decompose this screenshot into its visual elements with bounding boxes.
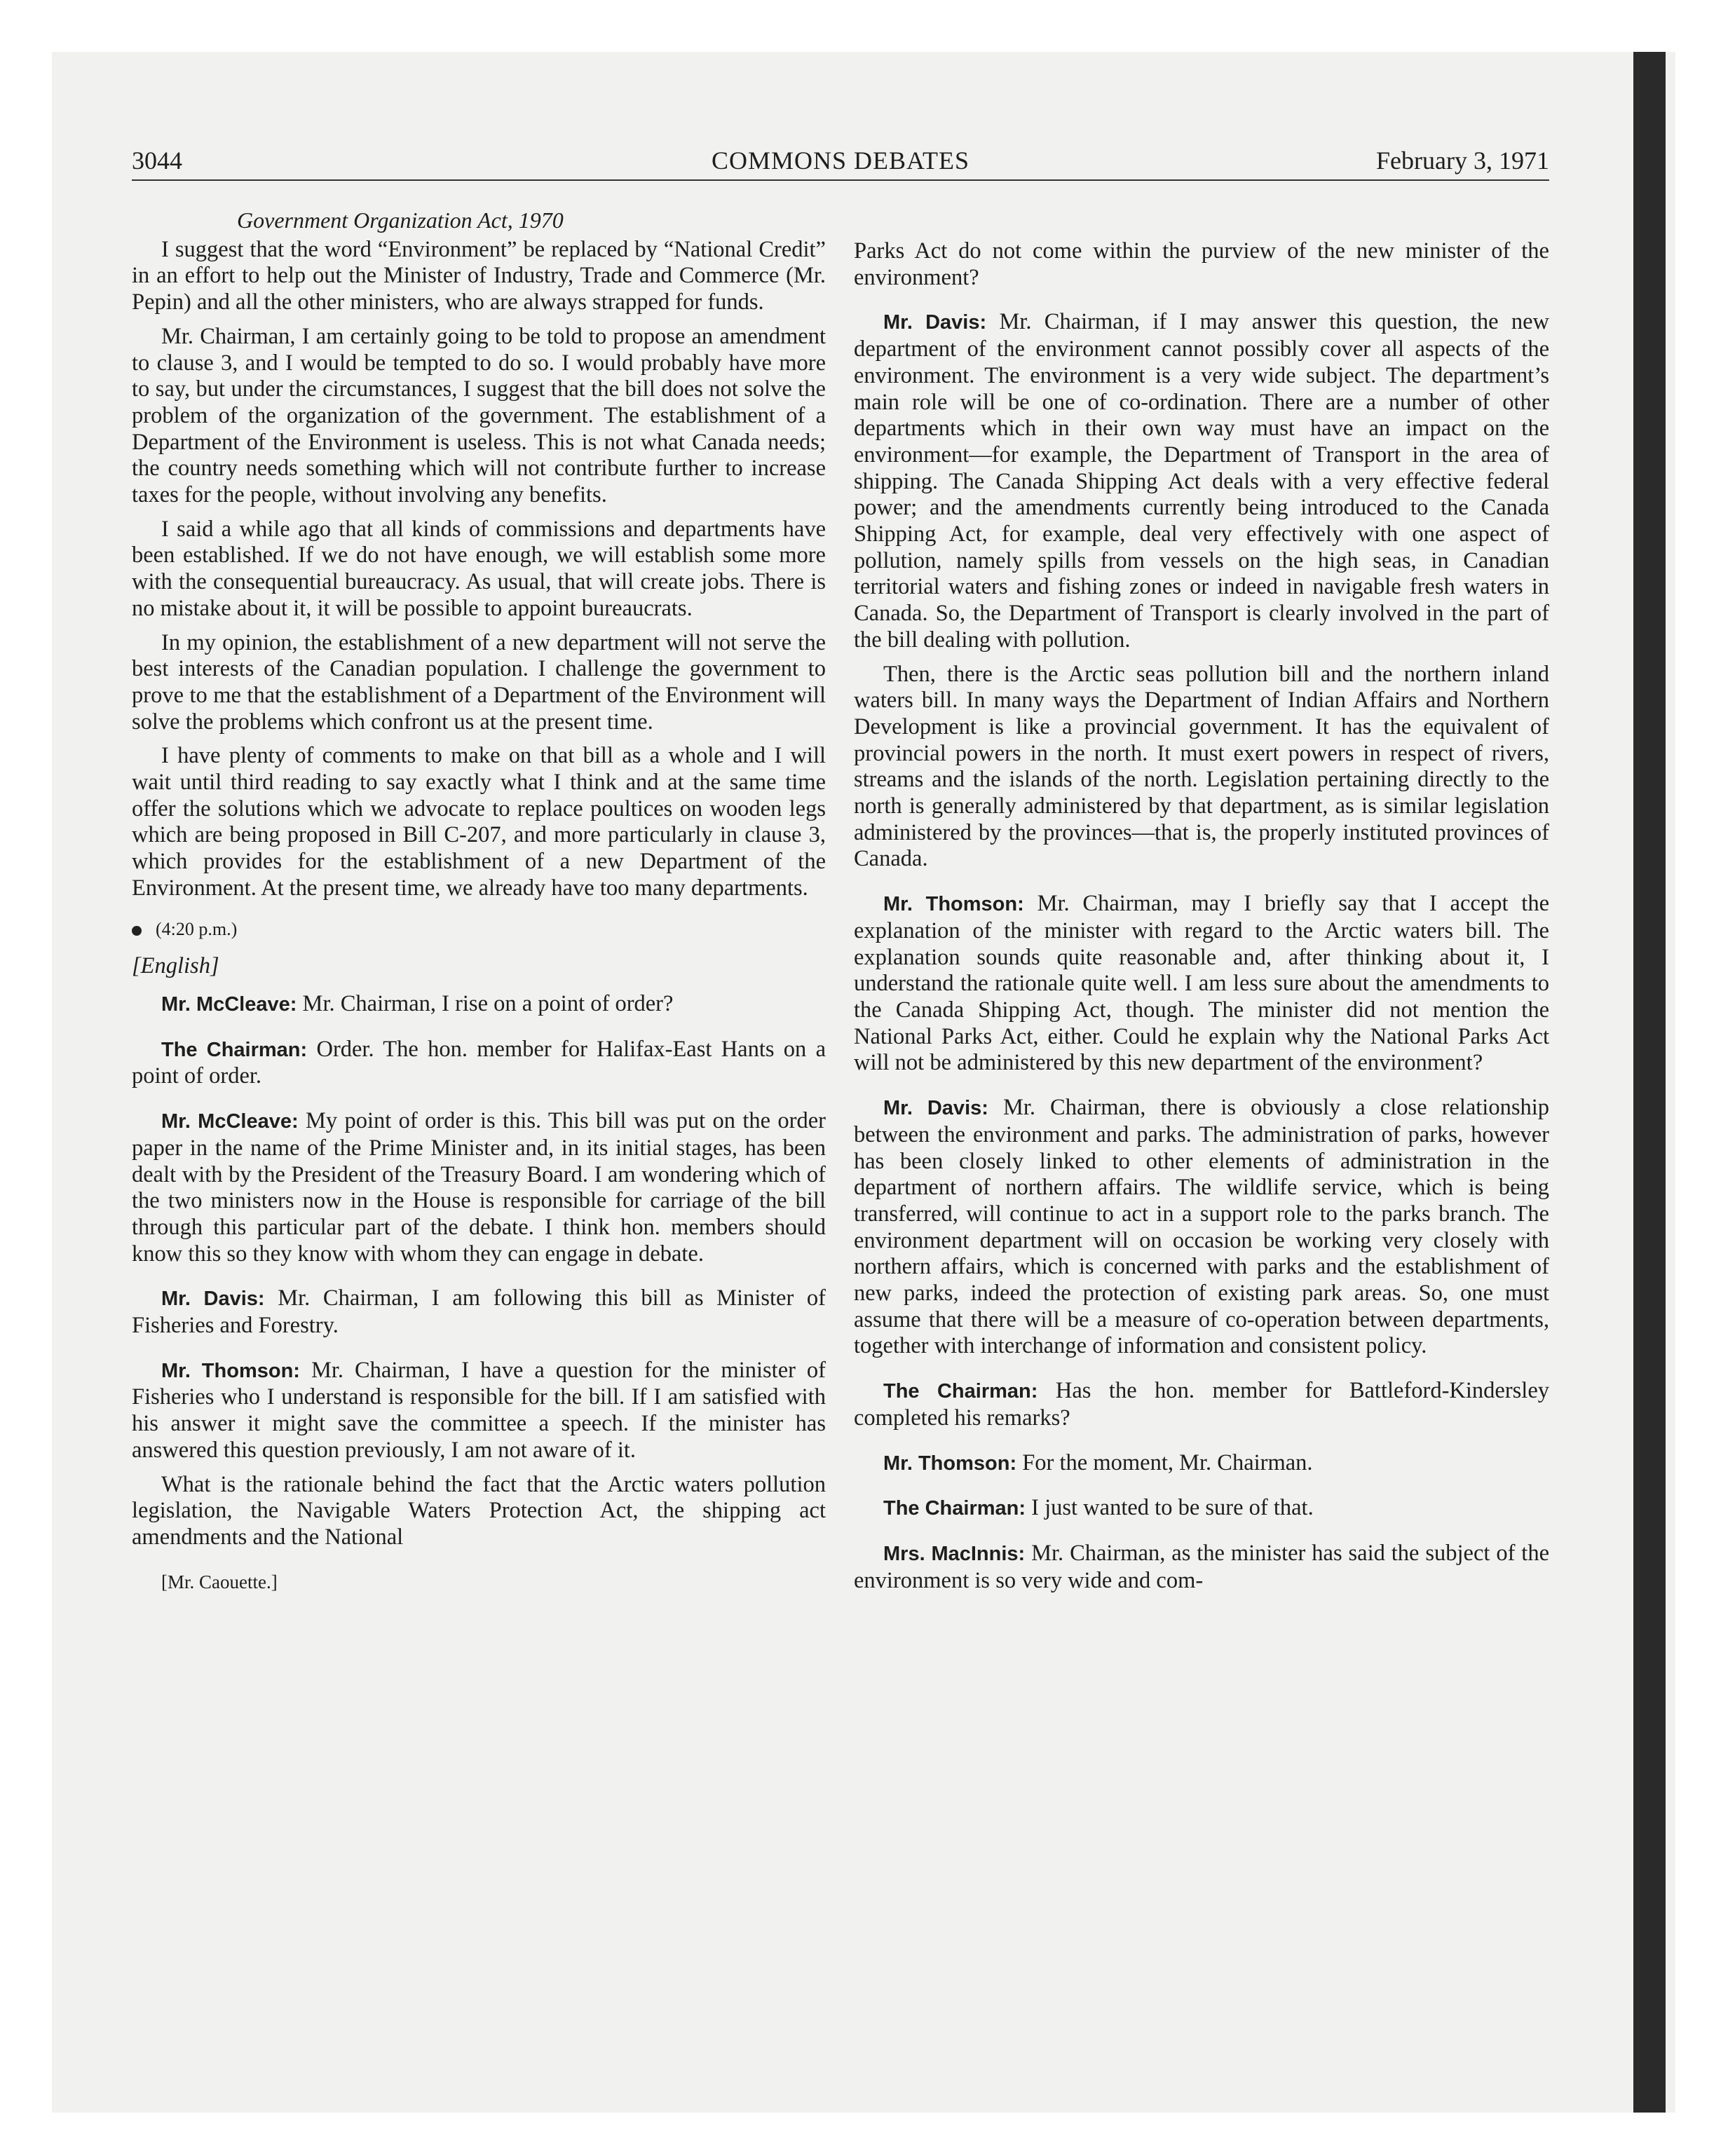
- speaker-name: Mrs. MacInnis:: [883, 1542, 1026, 1565]
- speech: [132, 1037, 826, 1090]
- speech-text: Mr. Chairman, as the minister has said the subject of the environment is so very wide and com-: [854, 1540, 1550, 1593]
- speech: [854, 891, 1549, 1077]
- left-column: [132, 207, 826, 1603]
- speaker-name: Mr. McCleave:: [161, 1110, 299, 1133]
- speaker-name: Mr. Thomson:: [161, 1359, 300, 1382]
- paragraph: I have plenty of comments to make on that bill as a whole and I will wait until third reading to say exactly what I think and at the same time offer the solutions which we advocate to replace poultices on wooden legs which are being proposed in Bill C-207, and more particularly in clause 3, which provides for the establishment of a new Department of the Environment. At the present time, we already have too many departments.: [132, 743, 826, 901]
- page-date: February 3, 1971: [1376, 146, 1549, 175]
- speech-text: Mr. Chairman, I rise on a point of order?: [302, 990, 674, 1016]
- speaker-name: The Chairman:: [161, 1038, 308, 1061]
- speech: [854, 1378, 1549, 1431]
- speech-text: I just wanted to be sure of that.: [1031, 1495, 1314, 1521]
- speech: [854, 1495, 1549, 1522]
- speaker-name: The Chairman:: [883, 1380, 1038, 1403]
- speech-text: Order. The hon. member for Halifax-East Hants on a point of order.: [132, 1036, 826, 1089]
- paragraph: Mr. Chairman, I am certainly going to be told to propose an amendment to clause 3, and I would be tempted to do so. I would probably have more to say, but under the circumstances, I suggest that the bill does not solve the problem of the organization of the government. The establishment of a Department of the Environment is useless. This is not what Canada needs; the country needs something which will not contribute further to increase taxes for the people, without involving any benefits.: [132, 323, 826, 508]
- bullet-icon: [132, 926, 142, 936]
- paragraph-continued: Parks Act do not come within the purview of the new minister of the environment?: [854, 238, 1549, 290]
- speaker-name: Mr. Davis:: [161, 1288, 265, 1311]
- speech-text: My point of order is this. This bill was put on the order paper in the name of the Prime Minister and, in its initial stages, has been dealt with by the President of the Treasury Board. I am wondering which of the two ministers now in the House is responsible for carriage of the bill through this particular part of the debate. I think hon. members should know this so they know with whom they can engage in debate.: [132, 1108, 826, 1267]
- speech: [854, 1095, 1549, 1360]
- speaker-attribution: [Mr. Caouette.]: [161, 1571, 278, 1592]
- speaker-name: Mr. Thomson:: [883, 1452, 1017, 1475]
- speaker-name: The Chairman:: [883, 1497, 1026, 1520]
- paragraph: What is the rationale behind the fact that the Arctic waters pollution legislation, the Navigable Waters Protection Act, the shipping act amendments and the National: [132, 1471, 826, 1550]
- speaker-name: Mr. Davis:: [883, 1097, 988, 1120]
- page-number: 3044: [132, 146, 182, 175]
- timestamp: [132, 916, 826, 943]
- speaker-name: Mr. Davis:: [883, 311, 987, 334]
- publication-title: COMMONS DEBATES: [711, 146, 970, 175]
- speaker-name: Mr. Thomson:: [883, 893, 1024, 916]
- paragraph: In my opinion, the establishment of a new department will not serve the best interests of the Canadian population. I challenge the government to prove to me that the establishment of a Department of the Environment will solve the problems which confront us at the present time.: [132, 629, 826, 735]
- speech-text: Mr. Chairman, I have a question for the minister of Fisheries who I understand is responsible for the bill. If I am satisfied with his answer it might save the committee a speech. If the minister has answered this question previously, I am not aware of it.: [132, 1357, 826, 1463]
- page-edge-shadow: [1633, 52, 1666, 2113]
- speech: [854, 1450, 1549, 1478]
- section-title: Government Organization Act, 1970: [237, 207, 564, 233]
- speech: [132, 991, 826, 1018]
- speech-text: Mr. Chairman, I am following this bill as Minister of Fisheries and Forestry.: [132, 1285, 826, 1339]
- speech-text: Has the hon. member for Battleford-Kindersley completed his remarks?: [854, 1378, 1550, 1431]
- paragraph: I said a while ago that all kinds of commissions and departments have been established. If we do not have enough, we will establish some more with the consequential bureaucracy. As usual, that will create jobs. There is no mistake about it, it will be possible to appoint bureaucrats.: [132, 516, 826, 621]
- language-marker: [English]: [132, 953, 219, 979]
- paragraph: I suggest that the word “Environment” be replaced by “National Credit” in an effort to help out the Minister of Industry, Trade and Commerce (Mr. Pepin) and all the other ministers, who are always strapped for funds.: [132, 236, 826, 315]
- timestamp-text: (4:20 p.m.): [156, 918, 238, 939]
- speech-text: For the moment, Mr. Chairman.: [1022, 1449, 1313, 1475]
- page-header: [132, 146, 1549, 181]
- speech: [854, 1541, 1549, 1594]
- paragraph: Then, there is the Arctic seas pollution bill and the northern inland waters bill. In many ways the Department of Indian Affairs and Northern Development is like a provincial government. It has the equivalent of provincial powers in the north. It must exert powers in respect of rivers, streams and the islands of the north. Legislation pertaining directly to the north is generally administered by that department, as is similar legislation administered by the provinces—that is, the properly instituted provinces of Canada.: [854, 661, 1549, 872]
- right-column: [854, 238, 1549, 1602]
- speech: [132, 1358, 826, 1464]
- speech: [132, 1285, 826, 1339]
- speech: [132, 1108, 826, 1267]
- speech: [854, 309, 1549, 653]
- speech-text: Mr. Chairman, may I briefly say that I accept the explanation of the minister with regard to the Arctic waters bill. The explanation sounds quite reasonable and, after thinking about it, I understand the rationale quite well. I am less sure about the amendments to the Canada Shipping Act, though. The minister did not mention the National Parks Act, either. Could he explain why the National Parks Act will not be administered by this new department of the environment?: [854, 891, 1550, 1076]
- speaker-name: Mr. McCleave:: [161, 992, 297, 1016]
- speech-text: Mr. Chairman, there is obviously a close relationship between the environment and parks. The administration of parks, however has been closely linked to other elements of administration in the department of northern affairs. The wildlife service, which is being transferred, will continue to act in a support role to the parks branch. The environment department will on occasion be working very closely with northern affairs, which is concerned with parks and the establishment of new parks, indeed the protection of existing park areas. So, one must assume that there will be a measure of co-operation between departments, together with interchange of information and consistent policy.: [854, 1095, 1550, 1359]
- speech-text: Mr. Chairman, if I may answer this question, the new department of the environment cannot possibly cover all aspects of the environment. The environment is a very wide subject. The department’s main role will be one of co-ordination. There are a number of other departments which in their own way must have an impact on the environment—for example, the Department of Transport in the area of shipping. The Canada Shipping Act deals with a very effective federal power; and the amendments currently being introduced to the Canada Shipping Act, for example, deal very effectively with one aspect of pollution, namely spills from vessels on the high seas, in Canadian territorial waters and fishing zones or indeed in navigable fresh waters in Canada. So, the Department of Transport is clearly involved in the part of the bill dealing with pollution.: [854, 309, 1550, 653]
